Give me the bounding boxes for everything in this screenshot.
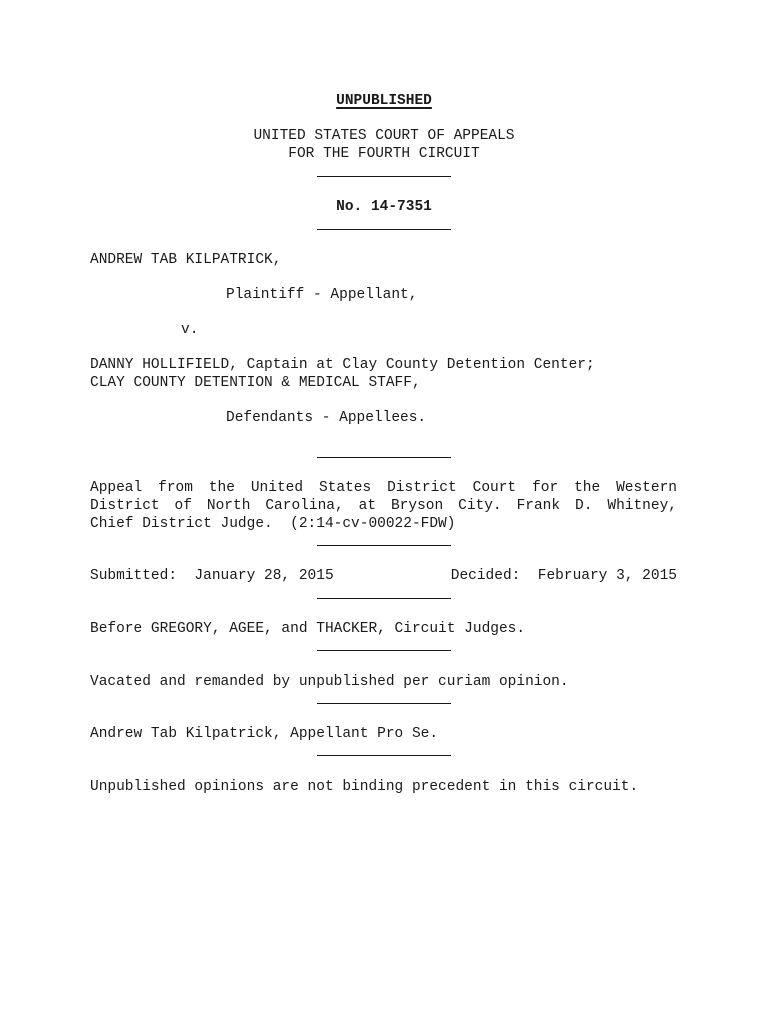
precedent-notice: Unpublished opinions are not binding precedent in this circuit. (90, 779, 639, 795)
case-number: No. 14-7351 (336, 199, 432, 215)
plaintiff-role: Plaintiff - Appellant, (226, 287, 418, 303)
unpublished-heading: UNPUBLISHED (336, 93, 432, 109)
plaintiff-name: ANDREW TAB KILPATRICK, (90, 252, 282, 268)
divider-rule (317, 598, 451, 599)
divider-rule (317, 176, 451, 177)
court-name-line-1: UNITED STATES COURT OF APPEALS (253, 128, 515, 144)
divider-rule (317, 545, 451, 546)
disposition: Vacated and remanded by unpublished per curiam opinion. (90, 674, 569, 690)
divider-rule (317, 755, 451, 756)
submitted-date: Submitted: January 28, 2015 (90, 568, 334, 584)
counsel: Andrew Tab Kilpatrick, Appellant Pro Se. (90, 726, 439, 742)
defendant-line-2: CLAY COUNTY DETENTION & MEDICAL STAFF, (90, 375, 421, 391)
panel-judges: Before GREGORY, AGEE, and THACKER, Circuit Judges. (90, 621, 526, 637)
court-name-line-2: FOR THE FOURTH CIRCUIT (288, 146, 480, 162)
decided-date: Decided: February 3, 2015 (450, 568, 677, 584)
divider-rule (317, 457, 451, 458)
defendant-role: Defendants - Appellees. (226, 410, 427, 426)
appeal-line-2: District of North Carolina, at Bryson City. Frank D. Whitney, (90, 498, 677, 514)
defendant-line-1: DANNY HOLLIFIELD, Captain at Clay County Detention Center; (90, 357, 595, 373)
divider-rule (317, 703, 451, 704)
divider-rule (317, 650, 451, 651)
appeal-line-1: Appeal from the United States District Court for the Western (90, 480, 677, 496)
divider-rule (317, 229, 451, 230)
versus-label: v. (181, 322, 199, 338)
appeal-line-3: Chief District Judge. (2:14-cv-00022-FDW) (90, 516, 456, 532)
